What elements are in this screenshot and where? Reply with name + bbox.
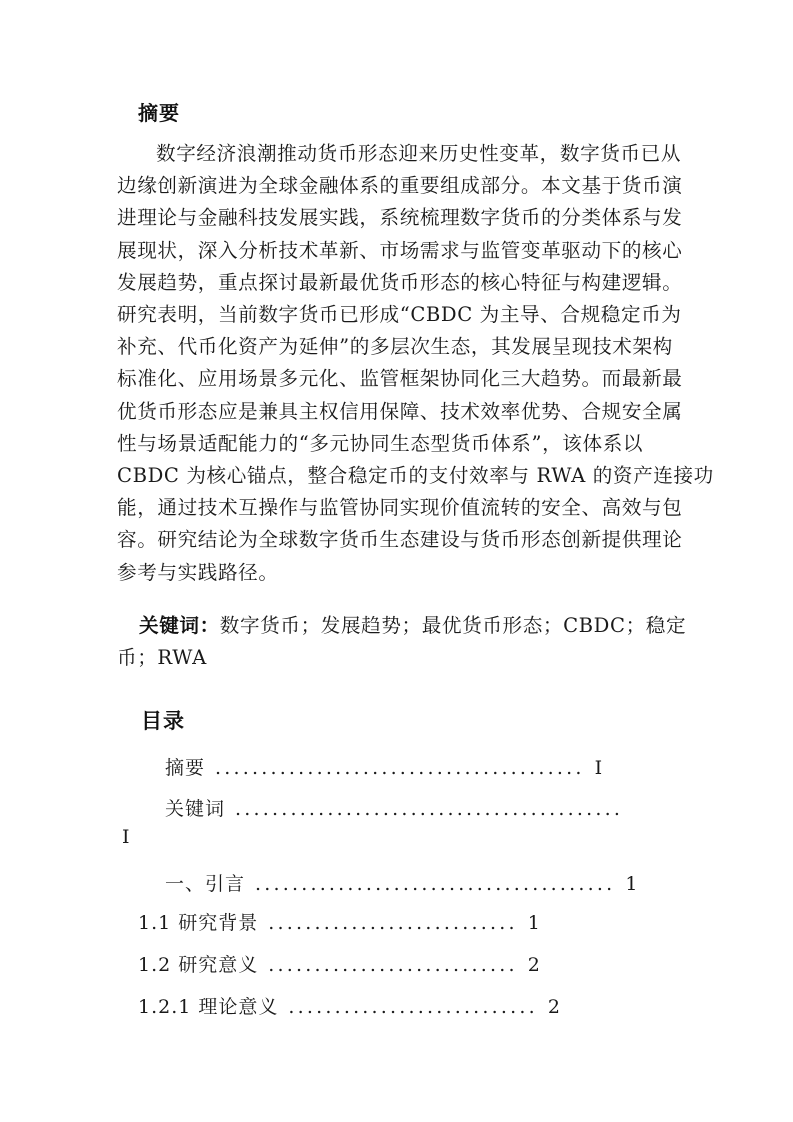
abstract-body (117, 138, 714, 589)
toc-entry-research-significance[interactable] (138, 950, 540, 977)
toc-entry-label: 关键词 (165, 798, 226, 820)
abstract-line: 展现状，深入分析技术革新、市场需求与监管变革驱动下的核心 (117, 238, 683, 262)
toc-page-number: 2 (527, 954, 540, 976)
toc-entry-introduction[interactable] (165, 869, 637, 896)
toc-leader-dots: ........................................ (215, 757, 585, 779)
toc-entry-abstract[interactable] (165, 753, 602, 780)
toc-entry-label: 摘要 (165, 757, 206, 779)
abstract-line: CBDC 为核心锚点，整合稳定币的支付效率与 RWA 的资产连接功 (117, 464, 714, 488)
toc-leader-dots: .......................................... (235, 798, 624, 820)
keywords-separator: ： (199, 614, 220, 637)
toc-page-number: 1 (625, 873, 638, 895)
toc-entry-label: 1.2.1 理论意义 (138, 996, 279, 1018)
toc-entry-theoretical-significance[interactable] (138, 992, 560, 1019)
toc-entry-label: 1.2 研究意义 (138, 954, 259, 976)
abstract-line: 能，通过技术互操作与监管协同实现价值流转的安全、高效与包 (117, 496, 683, 520)
abstract-line: 参考与实践路径。 (117, 560, 279, 584)
toc-page-number: 1 (527, 912, 540, 934)
toc-page-number-wrapped: I (122, 826, 130, 848)
abstract-line: 进理论与金融科技发展实践，系统梳理数字货币的分类体系与发 (117, 206, 683, 230)
toc-entry-label: 一、引言 (165, 873, 246, 895)
abstract-line: 性与场景适配能力的“多元协同生态型货币体系”，该体系以 (117, 431, 644, 455)
abstract-line: 标准化、应用场景多元化、监管框架协同化三大趋势。而最新最 (117, 367, 683, 391)
toc-leader-dots: ........................... (268, 912, 518, 934)
toc-entry-label: 1.1 研究背景 (138, 912, 259, 934)
toc-entry-keywords[interactable] (165, 794, 623, 821)
abstract-heading: 摘要 (138, 101, 180, 125)
toc-entry-research-background[interactable] (138, 908, 540, 935)
abstract-line: 容。研究结论为全球数字货币生态建设与货币形态创新提供理论 (117, 528, 683, 552)
toc-page-number: I (594, 757, 603, 779)
keywords-list-continued: 币；RWA (117, 646, 207, 670)
keywords-list: 数字货币；发展趋势；最优货币形态；CBDC；稳定 (219, 614, 687, 637)
abstract-line: 优货币形态应是兼具主权信用保障、技术效率优势、合规安全属 (117, 399, 683, 423)
toc-leader-dots: ........................... (268, 954, 518, 976)
abstract-line: 研究表明，当前数字货币已形成“CBDC 为主导、合规稳定币为 (117, 303, 682, 327)
keywords-label: 关键词 (139, 614, 200, 637)
abstract-line: 边缘创新演进为全球金融体系的重要组成部分。本文基于货币演 (117, 174, 683, 198)
toc-heading: 目录 (141, 709, 185, 733)
toc-leader-dots: ........................... (288, 996, 538, 1018)
toc-leader-dots: ....................................... (255, 873, 616, 895)
keywords-paragraph (117, 610, 693, 674)
abstract-line: 发展趋势，重点探讨最新最优货币形态的核心特征与构建逻辑。 (117, 270, 683, 294)
abstract-line: 数字经济浪潮推动货币形态迎来历史性变革，数字货币已从 (156, 142, 682, 165)
toc-page-number: 2 (547, 996, 560, 1018)
abstract-line: 补充、代币化资产为延伸”的多层次生态，其发展呈现技术架构 (117, 335, 673, 359)
